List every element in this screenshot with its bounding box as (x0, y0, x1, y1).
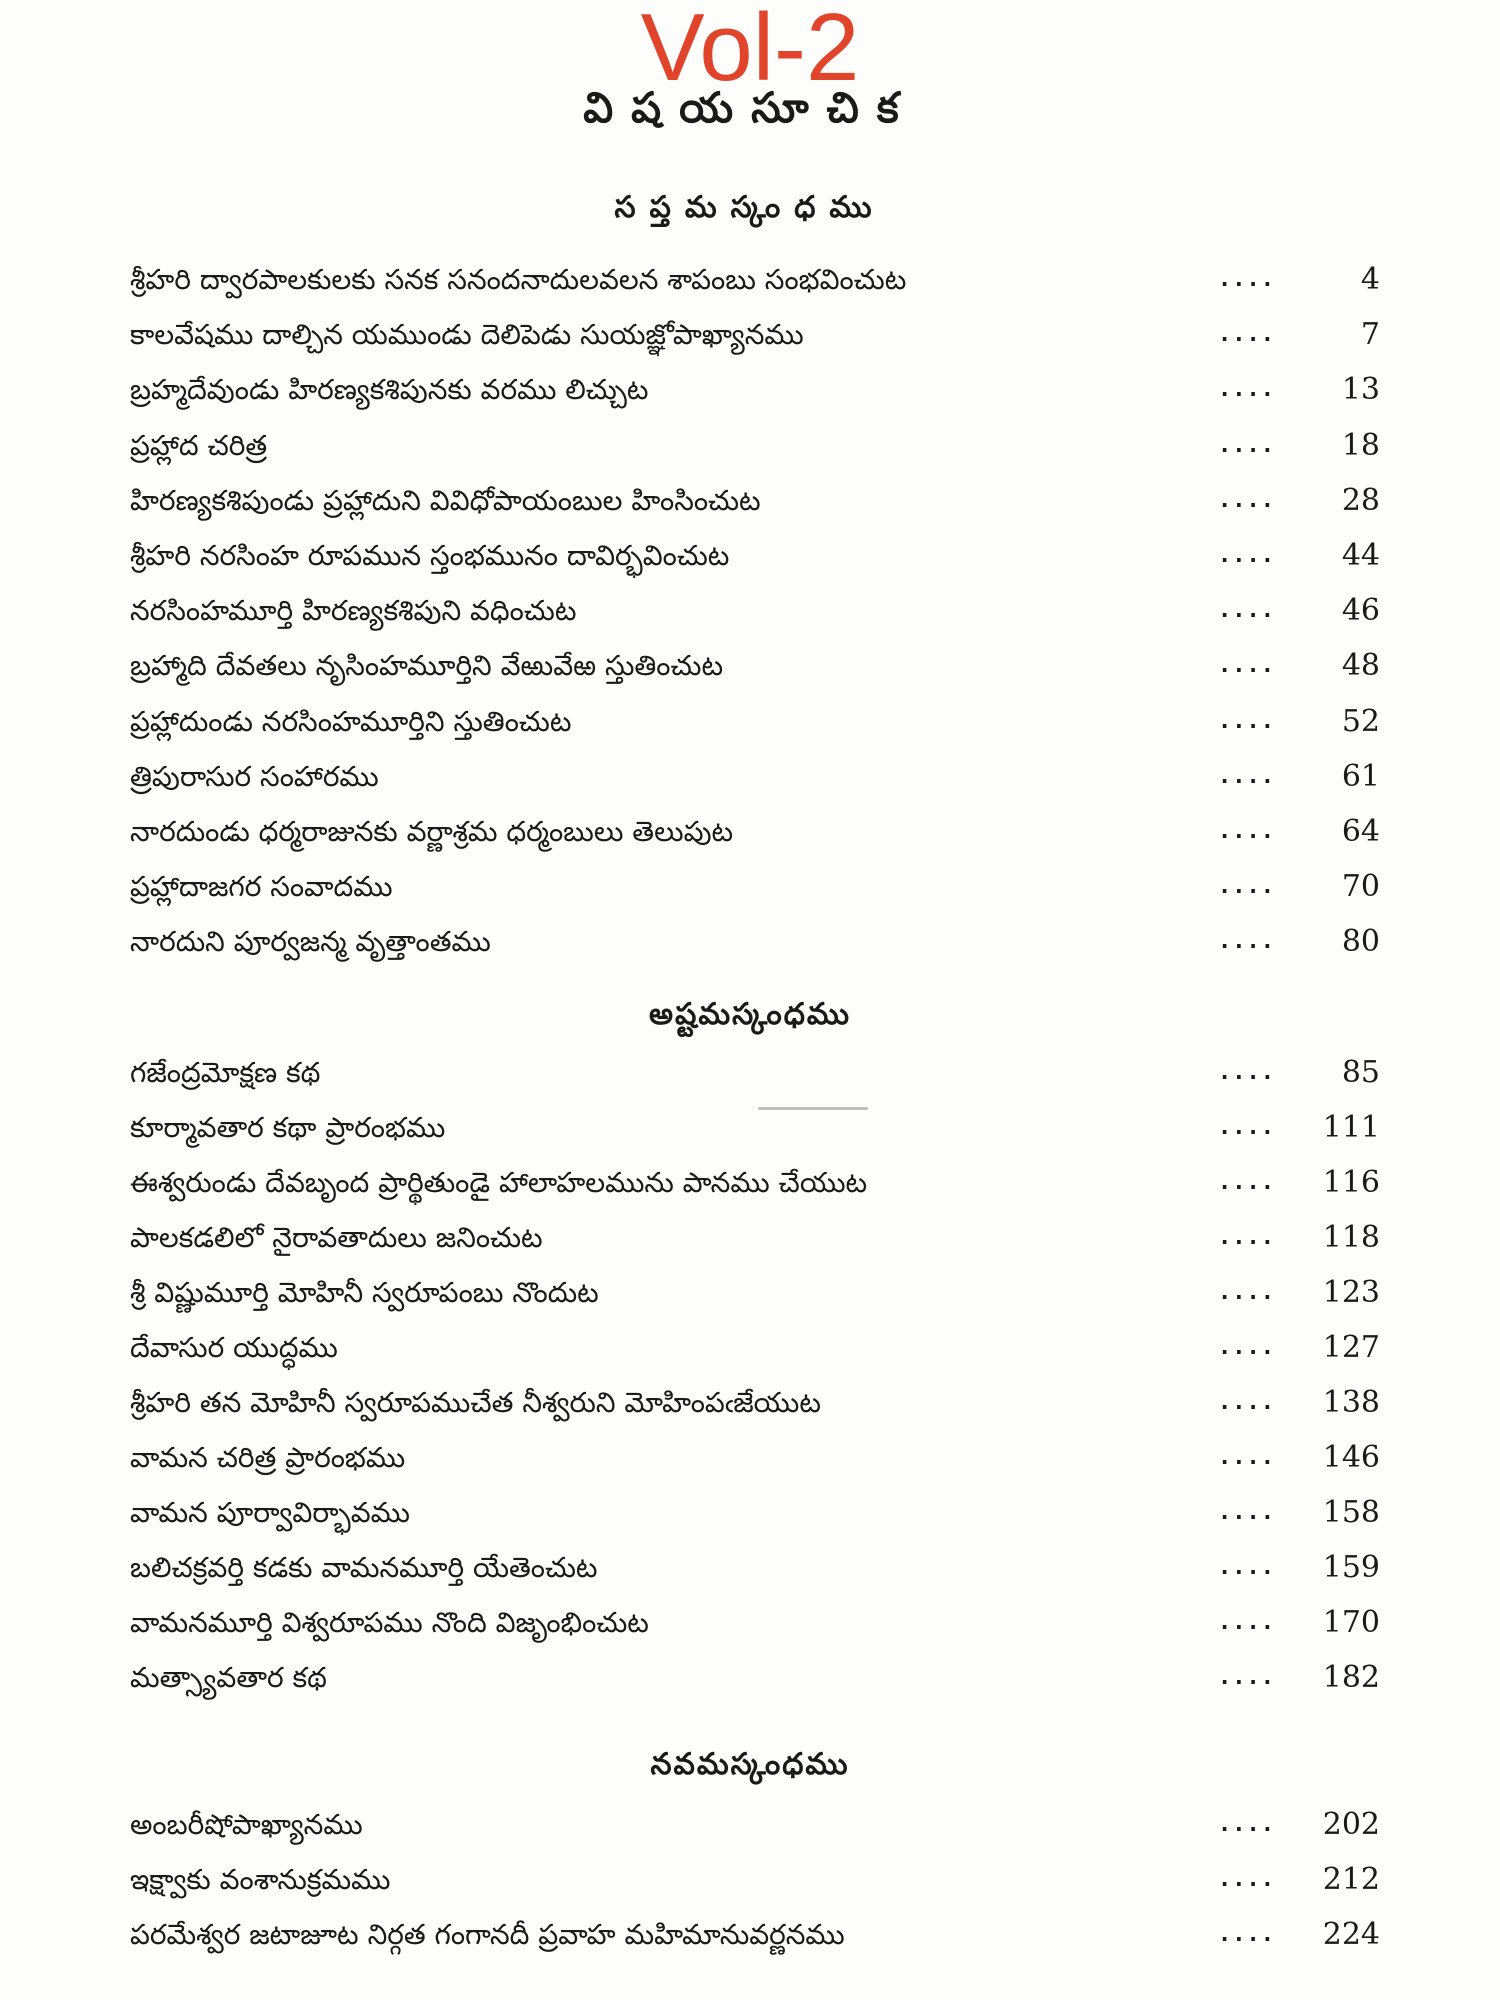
dot-leader: .... (1218, 874, 1275, 900)
entry-title: కాలవేషము దాల్చిన యముండు దెలిపెడు సుయజ్ఞోపాఖ్యానము (130, 318, 804, 352)
page-number: 85 (1341, 1055, 1380, 1090)
page-number: 182 (1322, 1660, 1380, 1695)
page-number: 170 (1322, 1605, 1380, 1640)
page-number: 123 (1322, 1275, 1380, 1310)
toc-entry (130, 1546, 1380, 1590)
entry-title: శ్రీహరి తన మోహినీ స్వరూపముచేత నీశ్వరుని మోహింపఁజేయుట (130, 1386, 821, 1419)
page-number: 70 (1341, 869, 1380, 905)
dot-leader: .... (1218, 377, 1275, 403)
toc-entry (130, 810, 1380, 854)
toc-entry (130, 1161, 1380, 1205)
dot-leader: .... (1218, 1280, 1275, 1305)
dot-leader: .... (1218, 819, 1275, 844)
entry-title: నారదుండు ధర్మరాజునకు వర్ణాశ్రమ ధర్మంబులు తెలుపుట (130, 815, 734, 848)
dot-leader: .... (1218, 1812, 1275, 1837)
entry-title: ఈశ్వరుండు దేవబృంద ప్రార్థితుండై హాలాహలమును పానము చేయుట (130, 1166, 868, 1199)
toc-entry (130, 1858, 1380, 1902)
dot-leader: .... (1218, 267, 1275, 292)
entry-title: నరసింహమూర్తి హిరణ్యకశిపుని వధించుట (130, 594, 577, 628)
page-number: 118 (1322, 1220, 1380, 1255)
toc-entry (130, 1491, 1380, 1535)
dot-leader: .... (1218, 929, 1275, 955)
entry-title: బ్రహ్మదేవుండు హిరణ్యకశిపునకు వరము లిచ్చుట (130, 373, 649, 407)
toc-entry (130, 755, 1380, 799)
toc-entry (130, 644, 1380, 688)
toc-entry (130, 424, 1380, 468)
dot-leader: .... (1218, 1665, 1275, 1690)
entry-title: హిరణ్యకశిపుండు ప్రహ్లాదుని వివిధోపాయంబుల హింసించుట (130, 483, 761, 517)
entry-title: త్రిపురాసుర సంహారము (130, 759, 379, 793)
page-number: 158 (1322, 1495, 1380, 1530)
toc-entry (130, 1051, 1380, 1095)
toc-entry (130, 479, 1380, 523)
entry-title: పాలకడలిలో నైరావతాదులు జనించుట (130, 1221, 543, 1254)
page-number: 52 (1341, 703, 1380, 739)
dot-leader: .... (1218, 1922, 1275, 1947)
page-number: 28 (1341, 482, 1380, 518)
toc-entry (130, 313, 1380, 357)
dot-leader: .... (1218, 653, 1275, 679)
dot-leader: .... (1218, 763, 1275, 789)
page-number: 159 (1322, 1550, 1380, 1585)
toc-entry (130, 865, 1380, 909)
page-number: 61 (1341, 758, 1380, 794)
entry-title: శ్రీహరి నరసింహ రూపమున స్తంభమునం దావిర్భవించుట (130, 539, 730, 572)
page-number: 146 (1322, 1440, 1380, 1475)
page-number: 46 (1341, 593, 1380, 629)
toc-entry (130, 534, 1380, 578)
toc-entry (130, 1106, 1380, 1150)
entry-title: నారదుని పూర్వజన్మ వృత్తాంతము (130, 925, 491, 959)
page-number: 116 (1322, 1165, 1380, 1200)
toc-entry (130, 1326, 1380, 1370)
toc-entry (130, 1216, 1380, 1260)
dot-leader: .... (1218, 432, 1275, 458)
dot-leader: .... (1218, 1610, 1275, 1635)
dot-leader: .... (1218, 1060, 1275, 1085)
page-number: 48 (1341, 648, 1380, 684)
dot-leader: .... (1218, 1555, 1275, 1580)
section-heading-ashtama: అష్టమస్కంధము (648, 997, 852, 1032)
dot-leader: .... (1218, 543, 1275, 568)
entry-title: బ్రహ్మాది దేవతలు నృసింహమూర్తిని వేఱువేఱ స్తుతించుట (130, 649, 724, 683)
page-number: 138 (1322, 1385, 1380, 1420)
page-number: 44 (1341, 538, 1380, 573)
dot-leader: .... (1218, 1445, 1275, 1470)
page-number: 127 (1322, 1330, 1380, 1365)
page-number: 64 (1341, 814, 1380, 849)
dot-leader: .... (1218, 1225, 1275, 1250)
page-number: 13 (1341, 372, 1380, 408)
entry-title: అంబరీషోపాఖ్యానము (130, 1808, 363, 1841)
toc-entry (130, 700, 1380, 744)
section-heading-saptama: సప్తమస్కంధము (614, 190, 886, 225)
toc-entry (130, 920, 1380, 964)
dot-leader: .... (1218, 1867, 1275, 1892)
page-number: 202 (1322, 1807, 1380, 1842)
toc-entry (130, 589, 1380, 633)
toc-entry (130, 1381, 1380, 1425)
toc-entry (130, 1913, 1380, 1957)
toc-entry (130, 1803, 1380, 1847)
entry-title: పరమేశ్వర జటాజూట నిర్గత గంగానదీ ప్రవాహ మహిమానువర్ణనము (130, 1918, 845, 1951)
entry-title: ఇక్ష్వాకు వంశానుక్రమము (130, 1863, 391, 1896)
entry-title: కూర్మావతార కథా ప్రారంభము (130, 1111, 446, 1144)
dot-leader: .... (1218, 1115, 1275, 1140)
entry-title: ప్రహ్లాదుండు నరసింహమూర్తిని స్తుతించుట (130, 704, 572, 738)
toc-entry (130, 1656, 1380, 1700)
toc-entry (130, 1436, 1380, 1480)
page-number: 4 (1360, 262, 1380, 297)
page-number: 18 (1341, 427, 1380, 463)
volume-label: Vol-2 (640, 0, 860, 101)
dot-leader: .... (1218, 1390, 1275, 1415)
toc-entry (130, 1271, 1380, 1315)
toc-entry (130, 1601, 1380, 1645)
page-number: 224 (1322, 1917, 1380, 1952)
page-title: విషయసూచిక (583, 83, 917, 132)
page-number: 111 (1322, 1110, 1380, 1145)
dot-leader: .... (1218, 708, 1275, 734)
dot-leader: .... (1218, 487, 1275, 513)
entry-title: శ్రీహరి ద్వారపాలకులకు సనక సనందనాదులవలన శాపంబు సంభవించుట (130, 263, 907, 296)
section-heading-navama: నవమస్కంధము (650, 1747, 850, 1782)
entry-title: ప్రహ్లాద చరిత్ర (130, 428, 268, 462)
dot-leader: .... (1218, 1335, 1275, 1360)
entry-title: మత్స్యావతార కథ (130, 1661, 327, 1694)
dot-leader: .... (1218, 598, 1275, 624)
page-number: 212 (1322, 1862, 1380, 1897)
page-number: 7 (1360, 317, 1380, 353)
toc-entry (130, 258, 1380, 302)
dot-leader: .... (1218, 322, 1275, 348)
dot-leader: .... (1218, 1500, 1275, 1525)
entry-title: గజేంద్రమోక్షణ కథ (130, 1056, 321, 1089)
entry-title: వామన పూర్వావిర్భావము (130, 1496, 410, 1529)
entry-title: ప్రహ్లాదాజగర సంవాదము (130, 870, 393, 904)
entry-title: వామనమూర్తి విశ్వరూపము నొంది విజృంభించుట (130, 1606, 649, 1639)
entry-title: దేవాసుర యుద్ధము (130, 1331, 338, 1364)
page-number: 80 (1341, 924, 1380, 960)
entry-title: వామన చరిత్ర ప్రారంభము (130, 1441, 406, 1474)
entry-title: బలిచక్రవర్తి కడకు వామనమూర్తి యేతెంచుట (130, 1551, 598, 1584)
dot-leader: .... (1218, 1170, 1275, 1195)
entry-title: శ్రీ విష్ణుమూర్తి మోహినీ స్వరూపంబు నొందుట (130, 1276, 599, 1309)
toc-entry (130, 368, 1380, 412)
